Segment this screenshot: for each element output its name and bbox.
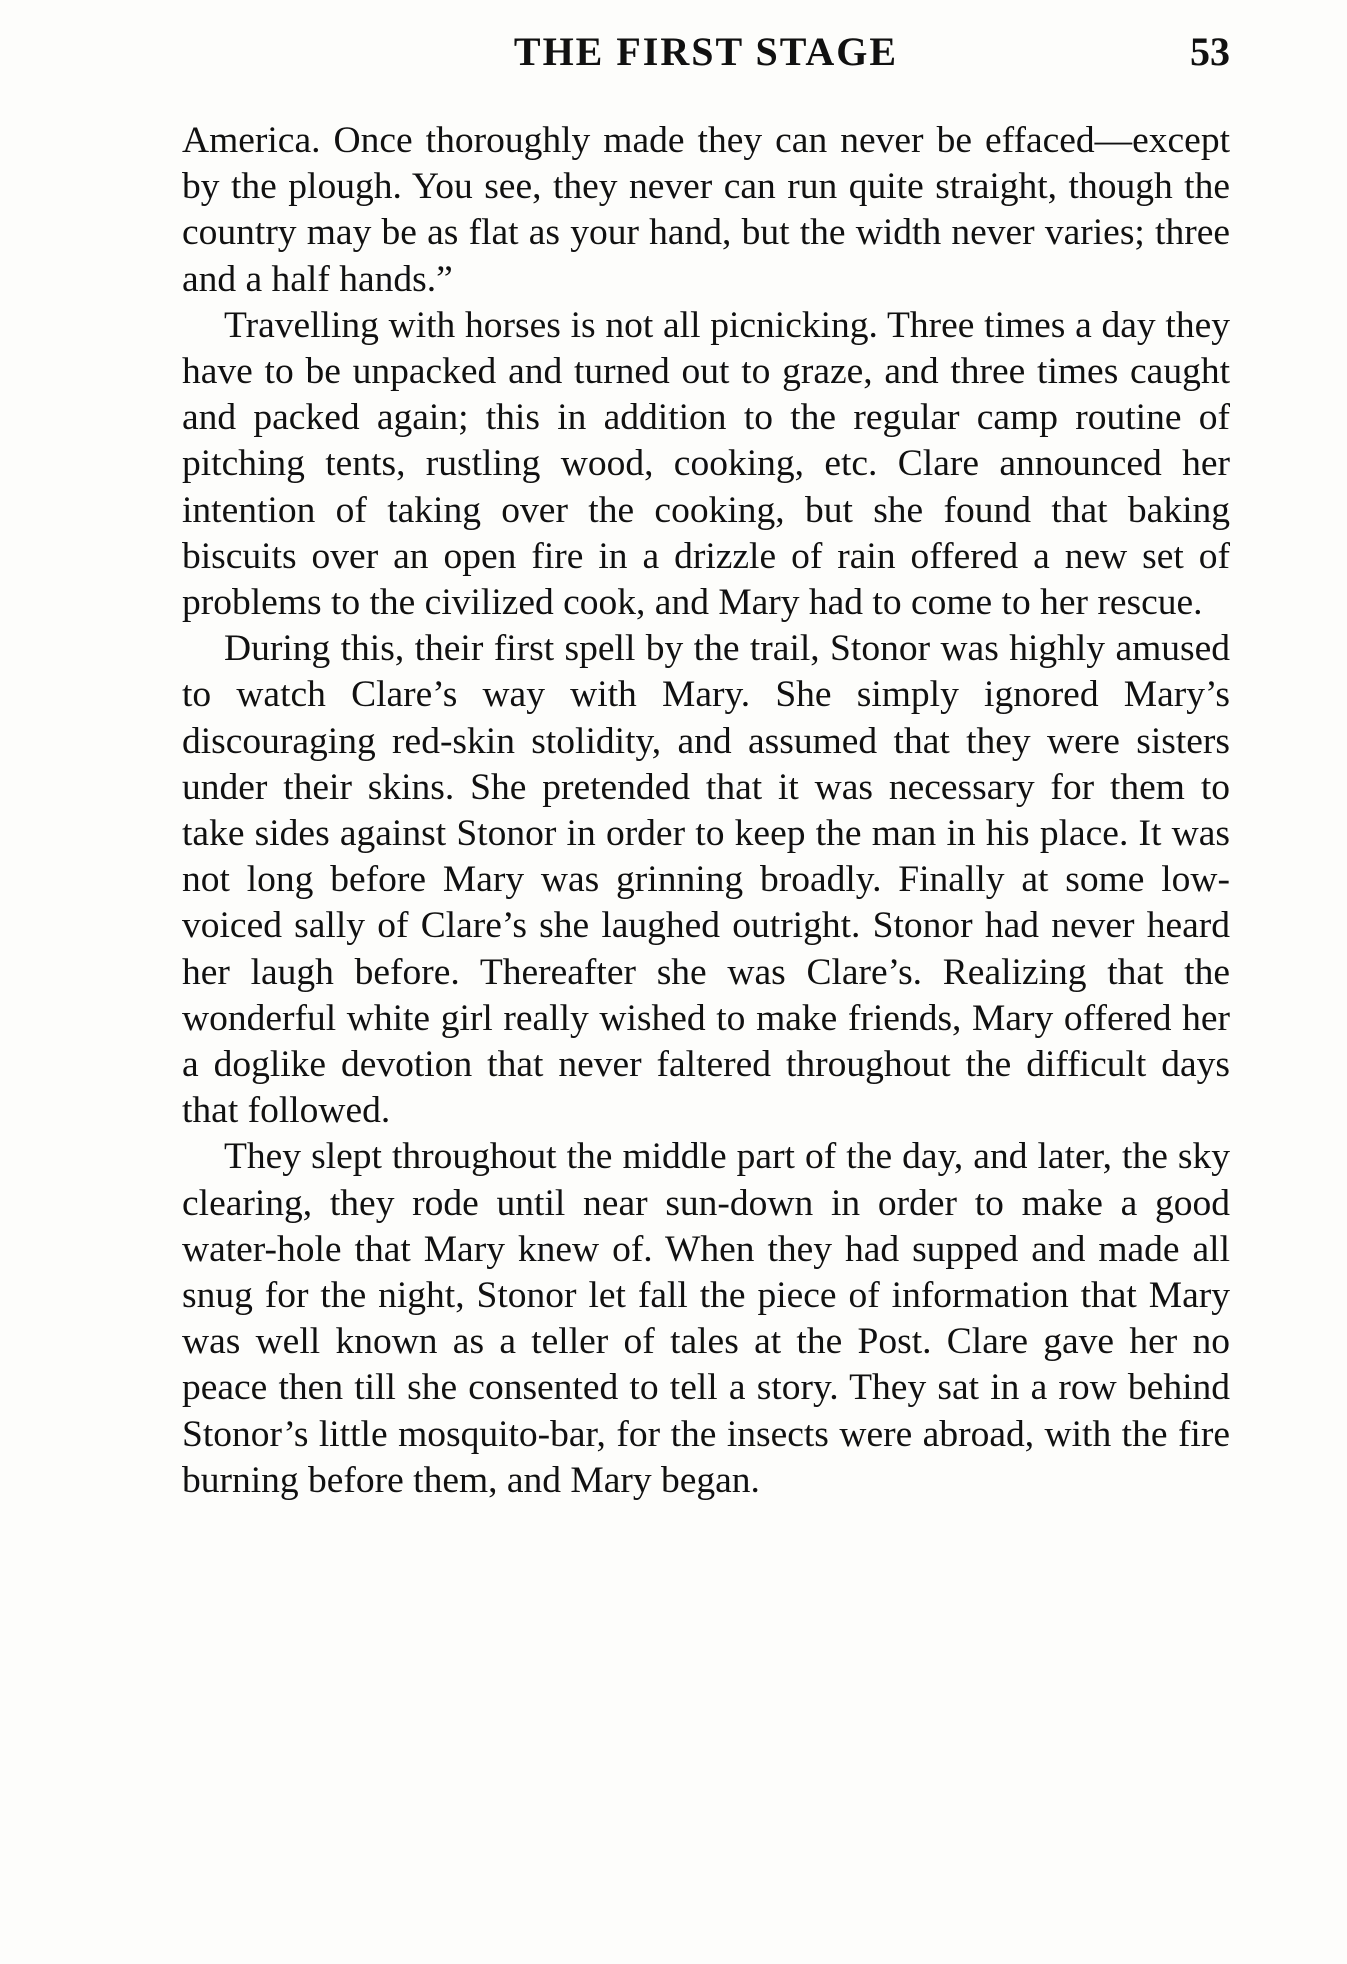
body-text [182, 118, 1230, 1504]
paragraph: Travelling with horses is not all picnicking. Three times a day they have to be unpacked and turned out to graze, and three times caught and packed again; this in addition to the regular camp routine of pitching tents, rustling wood, cooking, etc. Clare announced her intention of taking over the cooking, but she found that baking biscuits over an open fire in a drizzle of rain offered a new set of problems to the civilized cook, and Mary had to come to her rescue. [182, 304, 1230, 624]
page-number: 53 [1190, 29, 1230, 74]
running-head [182, 28, 1230, 88]
paragraph: During this, their first spell by the trail, Stonor was highly amused to watch Clare’s way with Mary. She simply ignored Mary’s discouraging red-skin stolidity, and assumed that they were sisters under their skins. She pretended that it was necessary for them to take sides against Stonor in order to keep the man in his place. It was not long before Mary was grinning broadly. Finally at some low-voiced sally of Clare’s she laughed outright. Stonor had never heard her laugh before. Thereafter she was Clare’s. Realizing that the wonderful white girl really wished to make friends, Mary offered her a doglike devotion that never faltered throughout the difficult days that followed. [182, 628, 1230, 1132]
chapter-title: THE FIRST STAGE [513, 29, 899, 74]
paragraph: They slept throughout the middle part of the day, and later, the sky clearing, they rode until near sun-down in order to make a good water-hole that Mary knew of. When they had supped and made all snug for the night, Stonor let fall the piece of information that Mary was well known as a teller of tales at the Post. Clare gave her no peace then till she consented to tell a story. They sat in a row behind Stonor’s little mosquito-bar, for the insects were abroad, with the fire burning before them, and Mary began. [182, 1136, 1230, 1501]
paragraph: America. Once thoroughly made they can never be effaced—except by the plough. You see, they never can run quite straight, though the country may be as flat as your hand, but the width never varies; three and a half hands.” [182, 120, 1230, 300]
